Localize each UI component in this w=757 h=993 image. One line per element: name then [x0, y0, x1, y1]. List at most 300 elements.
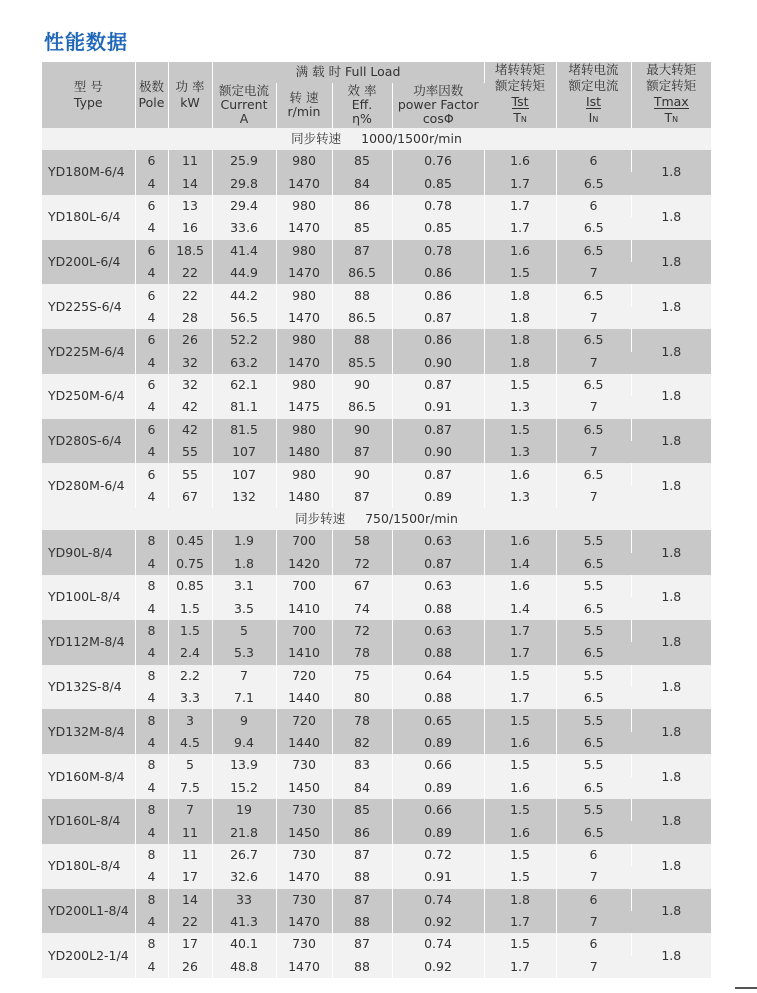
locked-current-cell: 7: [556, 866, 631, 888]
current-cell: 9.4: [212, 732, 276, 754]
power-factor-cell: 0.90: [392, 441, 484, 463]
power-factor-cell: 0.85: [392, 172, 484, 194]
power-factor-cell: 0.63: [392, 620, 484, 642]
speed-cell: 730: [276, 754, 332, 776]
speed-cell: 730: [276, 844, 332, 866]
section-label-cn: 同步转速: [295, 511, 346, 527]
table-row: [42, 262, 711, 284]
locked-torque-cell: 1.4: [484, 597, 556, 619]
power-factor-cell: 0.91: [392, 396, 484, 418]
efficiency-cell: 87: [332, 240, 392, 262]
power-cell: 0.45: [168, 530, 212, 552]
locked-current-cell: 6: [556, 933, 631, 955]
pole-cell: 6: [135, 240, 168, 262]
table-row: [42, 799, 711, 821]
max-torque-cell: 1.8: [631, 575, 711, 620]
table-row: [42, 463, 711, 485]
locked-current-cell: 5.5: [556, 754, 631, 776]
power-factor-cell: 0.65: [392, 709, 484, 731]
col-power-header: 功 率 kW: [168, 62, 212, 128]
efficiency-cell: 83: [332, 754, 392, 776]
power-factor-cell: 0.89: [392, 777, 484, 799]
efficiency-cell: 87: [332, 889, 392, 911]
model-cell: YD90L-8/4: [42, 530, 135, 575]
efficiency-cell: 88: [332, 956, 392, 978]
model-cell: YD200L2-1/4: [42, 933, 135, 978]
speed-cell: 1470: [276, 217, 332, 239]
current-cell: 21.8: [212, 821, 276, 843]
speed-cell: 700: [276, 575, 332, 597]
speed-cell: 1420: [276, 553, 332, 575]
locked-current-cell: 7: [556, 396, 631, 418]
col-type-header: 型 号 Type: [42, 62, 135, 128]
power-cell: 5: [168, 754, 212, 776]
power-cell: 13: [168, 195, 212, 217]
speed-cell: 1480: [276, 441, 332, 463]
locked-torque-cell: 1.6: [484, 463, 556, 485]
pole-cell: 4: [135, 262, 168, 284]
locked-torque-cell: 1.6: [484, 777, 556, 799]
max-torque-cell: 1.8: [631, 620, 711, 665]
pole-cell: 8: [135, 889, 168, 911]
table-row: [42, 732, 711, 754]
power-cell: 0.85: [168, 575, 212, 597]
speed-cell: 730: [276, 889, 332, 911]
table-row: [42, 844, 711, 866]
efficiency-cell: 75: [332, 665, 392, 687]
max-torque-cell: 1.8: [631, 419, 711, 464]
power-factor-cell: 0.85: [392, 217, 484, 239]
power-factor-cell: 0.78: [392, 195, 484, 217]
current-cell: 7.1: [212, 687, 276, 709]
current-cell: 41.4: [212, 240, 276, 262]
locked-torque-cell: 1.5: [484, 262, 556, 284]
pole-cell: 4: [135, 352, 168, 374]
power-cell: 26: [168, 956, 212, 978]
model-cell: YD180M-6/4: [42, 150, 135, 195]
speed-cell: 1470: [276, 866, 332, 888]
power-cell: 1.5: [168, 620, 212, 642]
pole-cell: 8: [135, 844, 168, 866]
locked-torque-cell: 1.6: [484, 240, 556, 262]
efficiency-cell: 87: [332, 844, 392, 866]
locked-current-cell: 5.5: [556, 620, 631, 642]
speed-cell: 1480: [276, 486, 332, 508]
locked-current-cell: 5.5: [556, 530, 631, 552]
power-cell: 22: [168, 911, 212, 933]
max-torque-cell: 1.8: [631, 374, 711, 419]
power-cell: 2.2: [168, 665, 212, 687]
current-cell: 13.9: [212, 754, 276, 776]
pole-cell: 6: [135, 463, 168, 485]
power-cell: 0.75: [168, 553, 212, 575]
section-label-cn: 同步转速: [291, 131, 342, 146]
pole-cell: 6: [135, 419, 168, 441]
power-cell: 22: [168, 284, 212, 306]
efficiency-cell: 85: [332, 799, 392, 821]
pole-cell: 4: [135, 732, 168, 754]
locked-torque-cell: 1.6: [484, 530, 556, 552]
speed-cell: 720: [276, 665, 332, 687]
table-row: [42, 329, 711, 351]
current-cell: 25.9: [212, 150, 276, 172]
locked-torque-cell: 1.5: [484, 419, 556, 441]
speed-cell: 980: [276, 329, 332, 351]
max-torque-cell: 1.8: [631, 150, 711, 195]
current-cell: 81.5: [212, 419, 276, 441]
table-row: [42, 441, 711, 463]
locked-current-cell: 7: [556, 486, 631, 508]
locked-torque-cell: 1.8: [484, 889, 556, 911]
efficiency-cell: 88: [332, 284, 392, 306]
locked-torque-cell: 1.5: [484, 844, 556, 866]
model-cell: YD160L-8/4: [42, 799, 135, 844]
power-cell: 14: [168, 889, 212, 911]
current-cell: 33: [212, 889, 276, 911]
locked-current-cell: 7: [556, 307, 631, 329]
power-cell: 3: [168, 709, 212, 731]
model-cell: YD250M-6/4: [42, 374, 135, 419]
max-torque-cell: 1.8: [631, 665, 711, 710]
table-row: [42, 642, 711, 664]
power-factor-cell: 0.72: [392, 844, 484, 866]
speed-cell: 1450: [276, 777, 332, 799]
speed-cell: 1470: [276, 956, 332, 978]
efficiency-cell: 86: [332, 195, 392, 217]
efficiency-cell: 90: [332, 463, 392, 485]
locked-current-cell: 5.5: [556, 709, 631, 731]
current-cell: 33.6: [212, 217, 276, 239]
table-row: [42, 777, 711, 799]
speed-cell: 980: [276, 419, 332, 441]
pole-cell: 4: [135, 687, 168, 709]
locked-current-cell: 6.5: [556, 732, 631, 754]
efficiency-cell: 90: [332, 419, 392, 441]
current-cell: 7: [212, 665, 276, 687]
pole-cell: 4: [135, 486, 168, 508]
max-torque-cell: 1.8: [631, 195, 711, 240]
pole-cell: 4: [135, 217, 168, 239]
max-torque-cell: 1.8: [631, 889, 711, 934]
locked-current-cell: 6.5: [556, 463, 631, 485]
locked-current-cell: 6: [556, 195, 631, 217]
pole-cell: 6: [135, 284, 168, 306]
locked-current-cell: 7: [556, 956, 631, 978]
efficiency-cell: 84: [332, 172, 392, 194]
power-factor-cell: 0.88: [392, 642, 484, 664]
efficiency-cell: 78: [332, 642, 392, 664]
speed-cell: 700: [276, 530, 332, 552]
power-cell: 11: [168, 821, 212, 843]
speed-cell: 980: [276, 463, 332, 485]
locked-current-cell: 6.5: [556, 374, 631, 396]
speed-cell: 1440: [276, 732, 332, 754]
model-cell: YD280S-6/4: [42, 419, 135, 464]
locked-torque-cell: 1.7: [484, 956, 556, 978]
power-cell: 17: [168, 866, 212, 888]
model-cell: YD132M-8/4: [42, 709, 135, 754]
table-row: [42, 172, 711, 194]
efficiency-cell: 85.5: [332, 352, 392, 374]
locked-current-cell: 6: [556, 844, 631, 866]
locked-torque-cell: 1.5: [484, 933, 556, 955]
model-cell: YD160M-8/4: [42, 754, 135, 799]
locked-torque-cell: 1.6: [484, 150, 556, 172]
section-label: [42, 128, 711, 150]
locked-current-cell: 6.5: [556, 821, 631, 843]
power-cell: 11: [168, 844, 212, 866]
current-cell: 63.2: [212, 352, 276, 374]
power-factor-cell: 0.87: [392, 307, 484, 329]
pole-cell: 4: [135, 553, 168, 575]
speed-cell: 1470: [276, 911, 332, 933]
power-cell: 32: [168, 352, 212, 374]
max-torque-cell: 1.8: [631, 329, 711, 374]
section-label: [42, 508, 711, 530]
power-factor-cell: 0.88: [392, 597, 484, 619]
current-cell: 81.1: [212, 396, 276, 418]
pole-cell: 8: [135, 530, 168, 552]
locked-torque-cell: 1.6: [484, 732, 556, 754]
locked-current-cell: 6.5: [556, 240, 631, 262]
power-factor-cell: 0.78: [392, 240, 484, 262]
model-cell: YD112M-8/4: [42, 620, 135, 665]
efficiency-cell: 58: [332, 530, 392, 552]
speed-cell: 1470: [276, 352, 332, 374]
max-torque-cell: 1.8: [631, 463, 711, 508]
power-factor-cell: 0.63: [392, 530, 484, 552]
pole-cell: 4: [135, 866, 168, 888]
locked-torque-cell: 1.7: [484, 687, 556, 709]
efficiency-cell: 72: [332, 553, 392, 575]
locked-torque-cell: 1.5: [484, 754, 556, 776]
pole-cell: 8: [135, 575, 168, 597]
efficiency-cell: 87: [332, 486, 392, 508]
locked-current-cell: 6.5: [556, 172, 631, 194]
power-factor-cell: 0.87: [392, 553, 484, 575]
locked-torque-cell: 1.6: [484, 821, 556, 843]
table-row: [42, 889, 711, 911]
power-cell: 18.5: [168, 240, 212, 262]
power-cell: 11: [168, 150, 212, 172]
table-row: [42, 933, 711, 955]
power-cell: 26: [168, 329, 212, 351]
power-factor-cell: 0.74: [392, 889, 484, 911]
table-row: [42, 195, 711, 217]
locked-torque-cell: 1.3: [484, 396, 556, 418]
locked-torque-cell: 1.7: [484, 172, 556, 194]
locked-current-cell: 7: [556, 911, 631, 933]
model-cell: YD100L-8/4: [42, 575, 135, 620]
col-locked-current-header: 堵转电流 额定电流 Ist IN: [556, 62, 631, 128]
table-row: [42, 597, 711, 619]
efficiency-cell: 78: [332, 709, 392, 731]
locked-torque-cell: 1.5: [484, 799, 556, 821]
locked-current-cell: 6.5: [556, 217, 631, 239]
table-row: [42, 352, 711, 374]
locked-current-cell: 5.5: [556, 575, 631, 597]
efficiency-cell: 87: [332, 933, 392, 955]
current-cell: 107: [212, 463, 276, 485]
locked-torque-cell: 1.8: [484, 329, 556, 351]
pole-cell: 8: [135, 754, 168, 776]
power-factor-cell: 0.86: [392, 329, 484, 351]
locked-current-cell: 6.5: [556, 777, 631, 799]
efficiency-cell: 86: [332, 821, 392, 843]
current-cell: 26.7: [212, 844, 276, 866]
locked-torque-cell: 1.7: [484, 642, 556, 664]
power-cell: 55: [168, 441, 212, 463]
max-torque-cell: 1.8: [631, 240, 711, 285]
power-cell: 16: [168, 217, 212, 239]
pole-cell: 6: [135, 374, 168, 396]
current-cell: 40.1: [212, 933, 276, 955]
power-factor-cell: 0.86: [392, 284, 484, 306]
efficiency-cell: 72: [332, 620, 392, 642]
speed-cell: 980: [276, 195, 332, 217]
table-row: [42, 486, 711, 508]
pole-cell: 6: [135, 195, 168, 217]
table-row: [42, 419, 711, 441]
table-row: [42, 284, 711, 306]
max-torque-cell: 1.8: [631, 844, 711, 889]
table-row: [42, 374, 711, 396]
table-header: [42, 62, 711, 128]
model-cell: YD180L-6/4: [42, 195, 135, 240]
table-row: [42, 911, 711, 933]
page-title: 性能数据: [44, 30, 128, 54]
col-current-header: 额定电流 Current A: [212, 83, 276, 128]
current-cell: 5: [212, 620, 276, 642]
efficiency-cell: 87: [332, 441, 392, 463]
power-factor-cell: 0.64: [392, 665, 484, 687]
locked-current-cell: 6: [556, 889, 631, 911]
locked-torque-cell: 1.4: [484, 553, 556, 575]
current-cell: 41.3: [212, 911, 276, 933]
power-cell: 2.4: [168, 642, 212, 664]
table-row: [42, 530, 711, 552]
locked-current-cell: 6.5: [556, 419, 631, 441]
pole-cell: 4: [135, 396, 168, 418]
speed-cell: 980: [276, 284, 332, 306]
power-factor-cell: 0.92: [392, 956, 484, 978]
locked-current-cell: 6.5: [556, 687, 631, 709]
locked-torque-cell: 1.5: [484, 709, 556, 731]
locked-current-cell: 6.5: [556, 597, 631, 619]
locked-current-cell: 7: [556, 262, 631, 284]
pole-cell: 8: [135, 799, 168, 821]
locked-torque-cell: 1.7: [484, 217, 556, 239]
speed-cell: 980: [276, 240, 332, 262]
locked-torque-cell: 1.8: [484, 284, 556, 306]
locked-current-cell: 7: [556, 352, 631, 374]
section-label-speed: 1000/1500r/min: [361, 131, 462, 146]
locked-torque-cell: 1.7: [484, 911, 556, 933]
section-label-speed: 750/1500r/min: [365, 511, 458, 527]
current-cell: 5.3: [212, 642, 276, 664]
power-cell: 4.5: [168, 732, 212, 754]
current-cell: 132: [212, 486, 276, 508]
col-power-factor-header: 功率因数 power Factor cosΦ: [392, 83, 484, 128]
efficiency-cell: 74: [332, 597, 392, 619]
model-cell: YD280M-6/4: [42, 463, 135, 508]
table-row: [42, 620, 711, 642]
power-cell: 3.3: [168, 687, 212, 709]
efficiency-cell: 80: [332, 687, 392, 709]
table-row: [42, 665, 711, 687]
power-cell: 22: [168, 262, 212, 284]
efficiency-cell: 88: [332, 329, 392, 351]
current-cell: 48.8: [212, 956, 276, 978]
col-speed-header: 转 速 r/min: [276, 83, 332, 128]
full-load-header: 满 载 时 Full Load: [212, 62, 484, 83]
model-cell: YD200L1-8/4: [42, 889, 135, 934]
pole-cell: 8: [135, 665, 168, 687]
current-cell: 29.8: [212, 172, 276, 194]
model-cell: YD180L-8/4: [42, 844, 135, 889]
section-row: [42, 128, 711, 150]
locked-torque-cell: 1.5: [484, 374, 556, 396]
efficiency-cell: 90: [332, 374, 392, 396]
efficiency-cell: 82: [332, 732, 392, 754]
locked-current-cell: 7: [556, 441, 631, 463]
locked-current-cell: 6.5: [556, 329, 631, 351]
power-factor-cell: 0.90: [392, 352, 484, 374]
section-row: [42, 508, 711, 530]
power-factor-cell: 0.89: [392, 732, 484, 754]
efficiency-cell: 88: [332, 866, 392, 888]
power-cell: 17: [168, 933, 212, 955]
power-factor-cell: 0.86: [392, 262, 484, 284]
power-cell: 42: [168, 396, 212, 418]
current-cell: 62.1: [212, 374, 276, 396]
pole-cell: 4: [135, 777, 168, 799]
power-cell: 14: [168, 172, 212, 194]
pole-cell: 6: [135, 150, 168, 172]
power-factor-cell: 0.89: [392, 821, 484, 843]
efficiency-cell: 86.5: [332, 307, 392, 329]
current-cell: 44.2: [212, 284, 276, 306]
speed-cell: 720: [276, 709, 332, 731]
efficiency-cell: 85: [332, 217, 392, 239]
locked-torque-cell: 1.3: [484, 441, 556, 463]
page-corner-mark: [735, 987, 757, 989]
efficiency-cell: 67: [332, 575, 392, 597]
max-torque-cell: 1.8: [631, 754, 711, 799]
pole-cell: 8: [135, 620, 168, 642]
model-cell: YD132S-8/4: [42, 665, 135, 710]
efficiency-cell: 85: [332, 150, 392, 172]
current-cell: 15.2: [212, 777, 276, 799]
table-row: [42, 396, 711, 418]
performance-table: [42, 62, 711, 978]
speed-cell: 1440: [276, 687, 332, 709]
efficiency-cell: 86.5: [332, 262, 392, 284]
pole-cell: 4: [135, 911, 168, 933]
power-cell: 32: [168, 374, 212, 396]
locked-current-cell: 6.5: [556, 284, 631, 306]
locked-current-cell: 6: [556, 150, 631, 172]
table-row: [42, 240, 711, 262]
speed-cell: 1475: [276, 396, 332, 418]
locked-torque-cell: 1.8: [484, 352, 556, 374]
locked-torque-cell: 1.8: [484, 307, 556, 329]
table-row: [42, 150, 711, 172]
power-factor-cell: 0.66: [392, 799, 484, 821]
power-factor-cell: 0.66: [392, 754, 484, 776]
efficiency-cell: 88: [332, 911, 392, 933]
speed-cell: 1470: [276, 172, 332, 194]
